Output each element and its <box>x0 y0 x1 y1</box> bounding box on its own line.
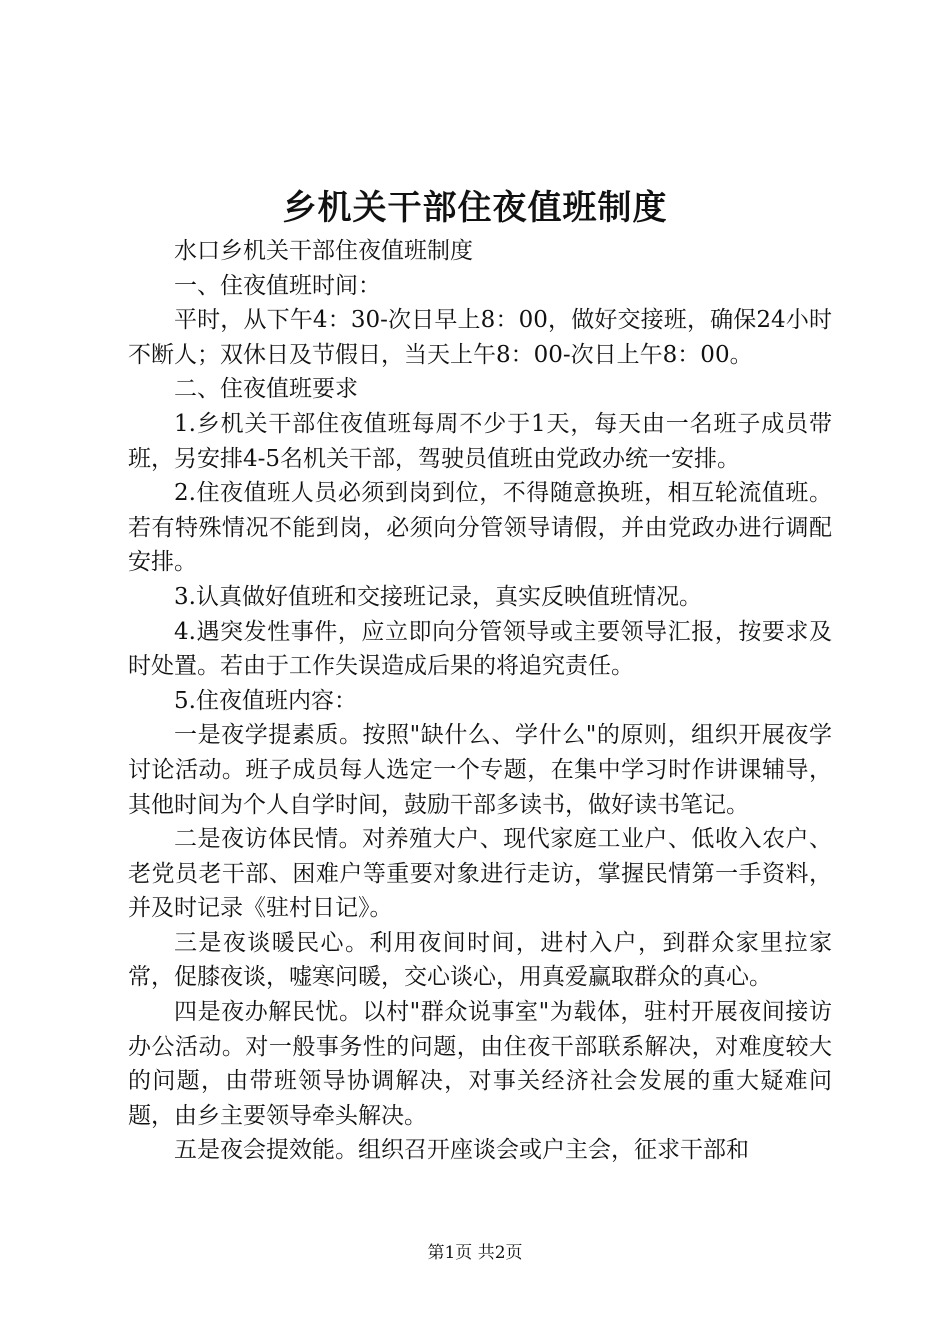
paragraph-requirement-3: 3.认真做好值班和交接班记录，真实反映值班情况。 <box>174 583 702 610</box>
paragraph-content-3: 三是夜谈暖民心。利用夜间时间，进村入户，到群众家里拉家常，促膝夜谈，嘘寒问暖，交心谈心，用真爱赢取群众的真心。 <box>128 929 832 991</box>
paragraph-content-1: 一是夜学提素质。按照"缺什么、学什么"的原则，组织开展夜学讨论活动。班子成员每人选定一个专题，在集中学习时作讲课辅导，其他时间为个人自学时间，鼓励干部多读书，做好读书笔记。 <box>128 722 832 818</box>
paragraph-requirement-2: 2.住夜值班人员必须到岗到位，不得随意换班，相互轮流值班。若有特殊情况不能到岗，必须向分管领导请假，并由党政办进行调配安排。 <box>128 480 832 576</box>
paragraph-requirement-4: 4.遇突发性事件，应立即向分管领导或主要领导汇报，按要求及时处置。若由于工作失误造成后果的将追究责任。 <box>128 618 832 680</box>
paragraph-content-4: 四是夜办解民忧。以村"群众说事室"为载体，驻村开展夜间接访办公活动。对一般事务性的问题，由住夜干部联系解决，对难度较大的问题，由带班领导协调解决，对事关经济社会发展的重大疑难问题，由乡主要领导牵头解决。 <box>128 999 832 1129</box>
document-body <box>128 234 832 1168</box>
paragraph-content-5: 五是夜会提效能。组织召开座谈会或户主会，征求干部和 <box>174 1137 749 1164</box>
paragraph-content-2: 二是夜访体民情。对养殖大户、现代家庭工业户、低收入农户、老党员老干部、困难户等重要对象进行走访，掌握民情第一手资料，并及时记录《驻村日记》。 <box>128 826 832 922</box>
paragraph-section-1-heading: 一、住夜值班时间： <box>174 272 381 299</box>
paragraph-requirement-5: 5.住夜值班内容： <box>174 687 357 714</box>
paragraph-duty-hours: 平时，从下午4：30-次日早上8：00，做好交接班，确保24小时不断人；双休日及节假日，当天上午8：00-次日上午8：00。 <box>128 307 832 368</box>
paragraph-subtitle: 水口乡机关干部住夜值班制度 <box>174 238 473 264</box>
page-number-footer: 第1页 共2页 <box>427 1243 523 1263</box>
document-title: 乡机关干部住夜值班制度 <box>282 188 668 228</box>
paragraph-section-2-heading: 二、住夜值班要求 <box>174 376 358 403</box>
paragraph-requirement-1: 1.乡机关干部住夜值班每周不少于1天，每天由一名班子成员带班，另安排4-5名机关干部，驾驶员值班由党政办统一安排。 <box>128 410 832 472</box>
